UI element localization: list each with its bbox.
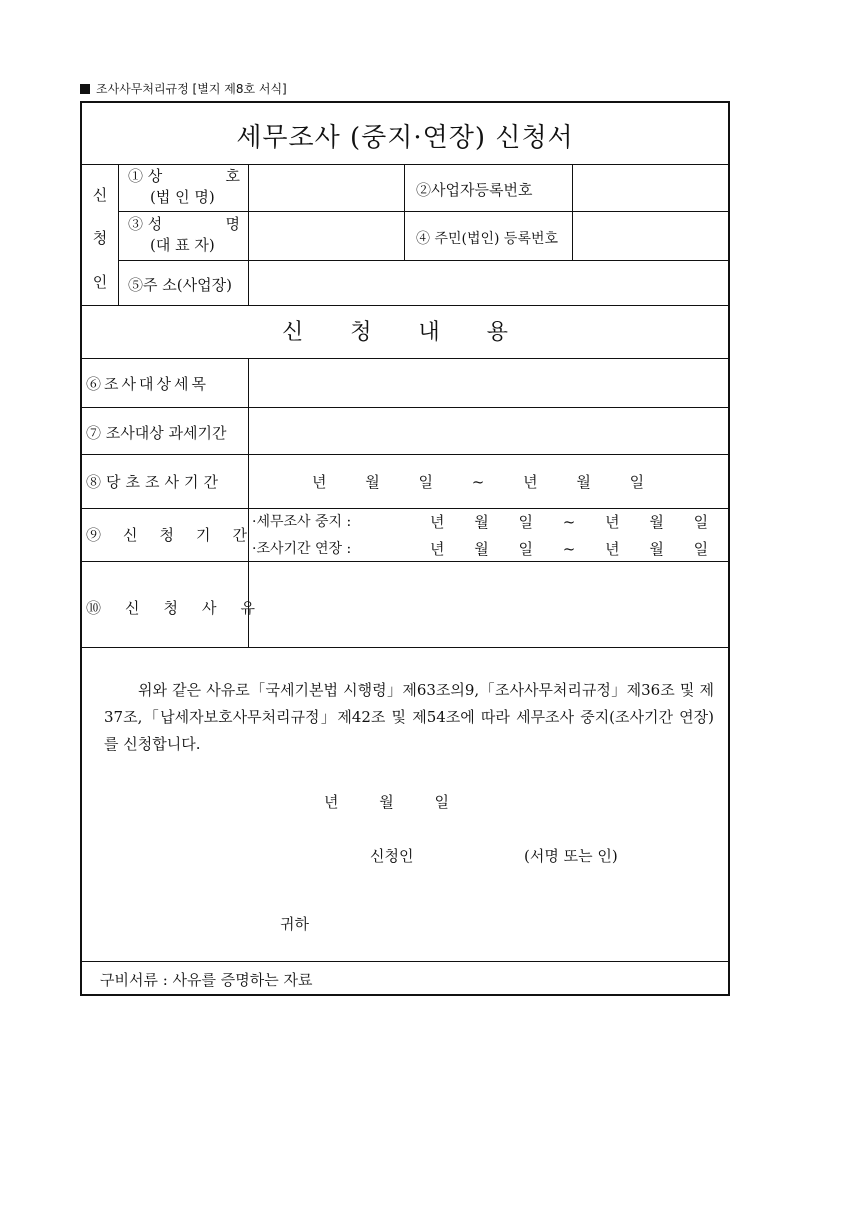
representative-name-label: ③ 성 명 (대 표 자)	[128, 215, 240, 254]
extend-label: ·조사기간 연장 :	[252, 541, 352, 557]
application-form	[80, 101, 730, 996]
section-title: 신 청 내 용	[282, 320, 528, 345]
reason-label: ⑩신청사유	[86, 599, 279, 617]
statement-text: 위와 같은 사유로「국세기본법 시행령」제63조의9,「조사사무처리규정」제36조 및 제37조,「납세자보호사무처리규정」제42조 및 제54조에 따라 세무조사 중지(조사기간 연장)를 신청합니다.	[104, 681, 714, 753]
address-label: ⑤주 소(사업장)	[128, 276, 232, 294]
tax-items-field[interactable]	[249, 359, 728, 407]
apply-period-label: ⑨신청기간	[86, 526, 269, 544]
reason-field[interactable]	[249, 562, 728, 647]
group-label-char: 신	[92, 186, 108, 205]
tax-items-label: ⑥조사대상세목	[86, 375, 209, 393]
square-bullet-icon	[80, 84, 90, 94]
application-date: 년 월 일	[324, 793, 450, 811]
form-title: 세무조사 (중지·연장) 신청서	[236, 123, 574, 153]
original-period-label: ⑧당초조사기간	[86, 473, 223, 491]
suspend-label: ·세무조사 중지 :	[252, 514, 352, 530]
original-period-value: 년 월 일 ~ 년 월 일	[312, 473, 645, 491]
trade-name-field[interactable]	[249, 165, 404, 211]
group-label-char: 인	[92, 272, 108, 291]
applicant-group-label	[82, 173, 118, 303]
resident-registration-field[interactable]	[573, 212, 728, 260]
business-registration-field[interactable]	[573, 165, 728, 211]
extend-date-range: 년 월 일 ~ 년 월 일	[430, 540, 709, 558]
group-label-char: 청	[92, 229, 108, 248]
business-registration-label: ②사업자등록번호	[416, 181, 533, 199]
tax-period-field[interactable]	[249, 408, 728, 454]
trade-name-label: ① 상 호 (법 인 명)	[128, 167, 240, 206]
resident-registration-label: ④ 주민(법인) 등록번호	[416, 231, 559, 247]
caption-text: 조사사무처리규정 [별지 제8호 서식]	[96, 82, 287, 96]
representative-name-field[interactable]	[249, 212, 404, 260]
signature-placeholder: (서명 또는 인)	[524, 847, 618, 865]
tax-period-label: ⑦ 조사대상 과세기간	[86, 424, 227, 442]
address-field[interactable]	[249, 261, 728, 305]
applicant-label: 신청인	[370, 847, 414, 865]
form-caption	[80, 80, 287, 97]
recipient-label: 귀하	[280, 915, 309, 933]
suspend-date-range: 년 월 일 ~ 년 월 일	[430, 513, 709, 531]
required-documents: 구비서류 : 사유를 증명하는 자료	[100, 971, 313, 989]
